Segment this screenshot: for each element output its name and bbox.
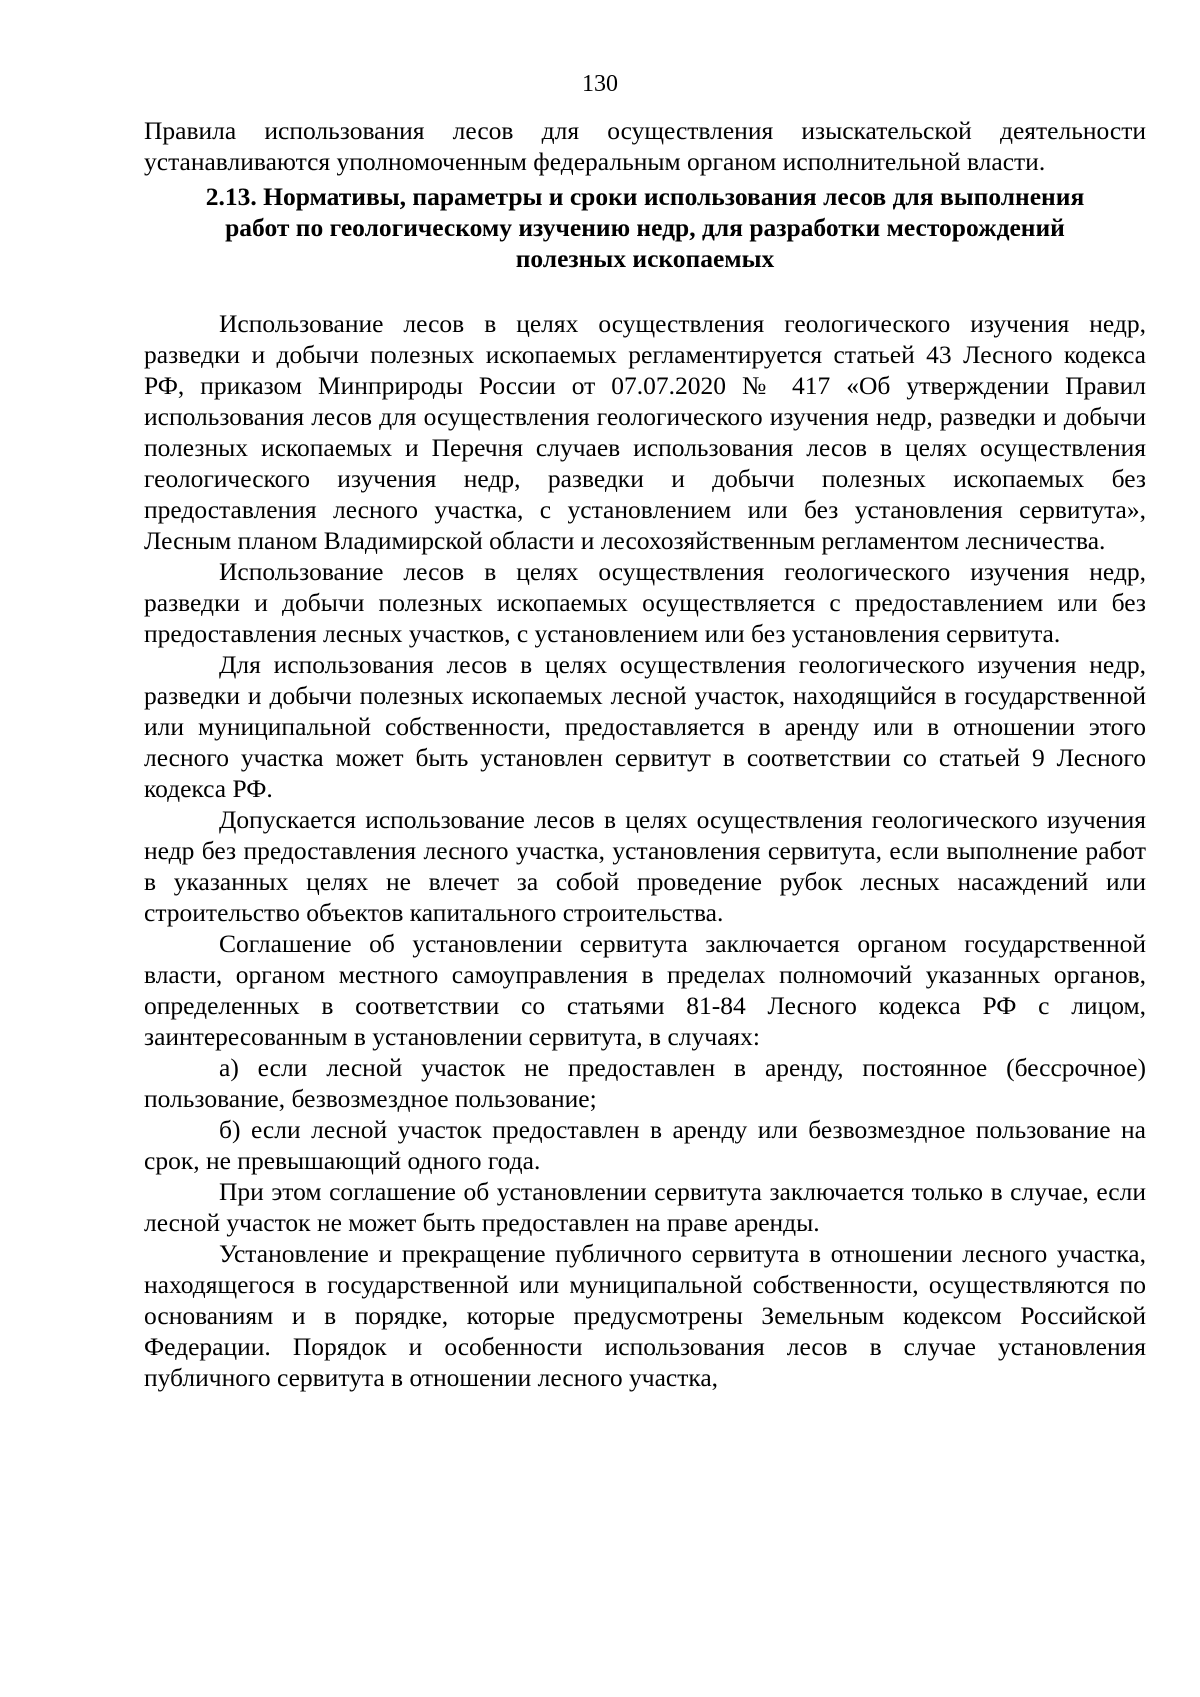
body-paragraph: Использование лесов в целях осуществления геологического изучения недр, разведки и добычи полезных ископаемых регламентируется статьей 43 Лесного кодекса РФ, приказом Минприроды России от 07.07.2020 № 417 «Об утверждении Правил использования лесов для осуществления геологического изучения недр, разведки и добычи полезных ископаемых и Перечня случаев использования лесов в целях осуществления геологического изучения недр, разведки и добычи полезных ископаемых без предоставления лесного участка, с установлением или без установления сервитута», Лесным планом Владимирской области и лесохозяйственным регламентом лесничества. bbox=[144, 309, 1146, 555]
list-item-b: б) если лесной участок предоставлен в аренду или безвозмездное пользование на срок, не превышающий одного года. bbox=[144, 1115, 1146, 1175]
body-paragraph: Соглашение об установлении сервитута заключается органом государственной власти, органом местного самоуправления в пределах полномочий указанных органов, определенных в соответствии со статьями 81-84 Лесного кодекса РФ с лицом, заинтересованным в установлении сервитута, в случаях: bbox=[144, 929, 1146, 1051]
list-item-a: а) если лесной участок не предоставлен в аренду, постоянное (бессрочное) пользование, безвозмездное пользование; bbox=[144, 1053, 1146, 1113]
body-paragraph: Допускается использование лесов в целях осуществления геологического изучения недр без предоставления лесного участка, установления сервитута, если выполнение работ в указанных целях не влечет за собой проведение рубок лесных насаждений или строительство объектов капитального строительства. bbox=[144, 805, 1146, 927]
document-body bbox=[144, 115, 1146, 1393]
body-paragraph: Для использования лесов в целях осуществления геологического изучения недр, разведки и добычи полезных ископаемых лесной участок, находящийся в государственной или муниципальной собственности, предоставляется в аренду или в отношении этого лесного участка может быть установлен сервитут в соответствии со статьей 9 Лесного кодекса РФ. bbox=[144, 650, 1146, 803]
heading-spacer bbox=[144, 274, 1146, 308]
section-heading: 2.13. Нормативы, параметры и сроки использования лесов для выполнения работ по геологическому изучению недр, для разработки месторождений полезных ископаемых bbox=[205, 182, 1085, 273]
page-number: 130 bbox=[582, 71, 618, 97]
body-paragraph: Использование лесов в целях осуществления геологического изучения недр, разведки и добычи полезных ископаемых осуществляется с предоставлением или без предоставления лесных участков, с установлением или без установления сервитута. bbox=[144, 557, 1146, 648]
body-paragraph: Установление и прекращение публичного сервитута в отношении лесного участка, находящегося в государственной или муниципальной собственности, осуществляются по основаниям и в порядке, которые предусмотрены Земельным кодексом Российской Федерации. Порядок и особенности использования лесов в случае установления публичного сервитута в отношении лесного участка, bbox=[144, 1239, 1146, 1392]
intro-paragraph: Правила использования лесов для осуществления изыскательской деятельности устанавливаются уполномоченным федеральным органом исполнительной власти. bbox=[144, 116, 1146, 176]
body-paragraph: При этом соглашение об установлении сервитута заключается только в случае, если лесной участок не может быть предоставлен на праве аренды. bbox=[144, 1177, 1146, 1237]
